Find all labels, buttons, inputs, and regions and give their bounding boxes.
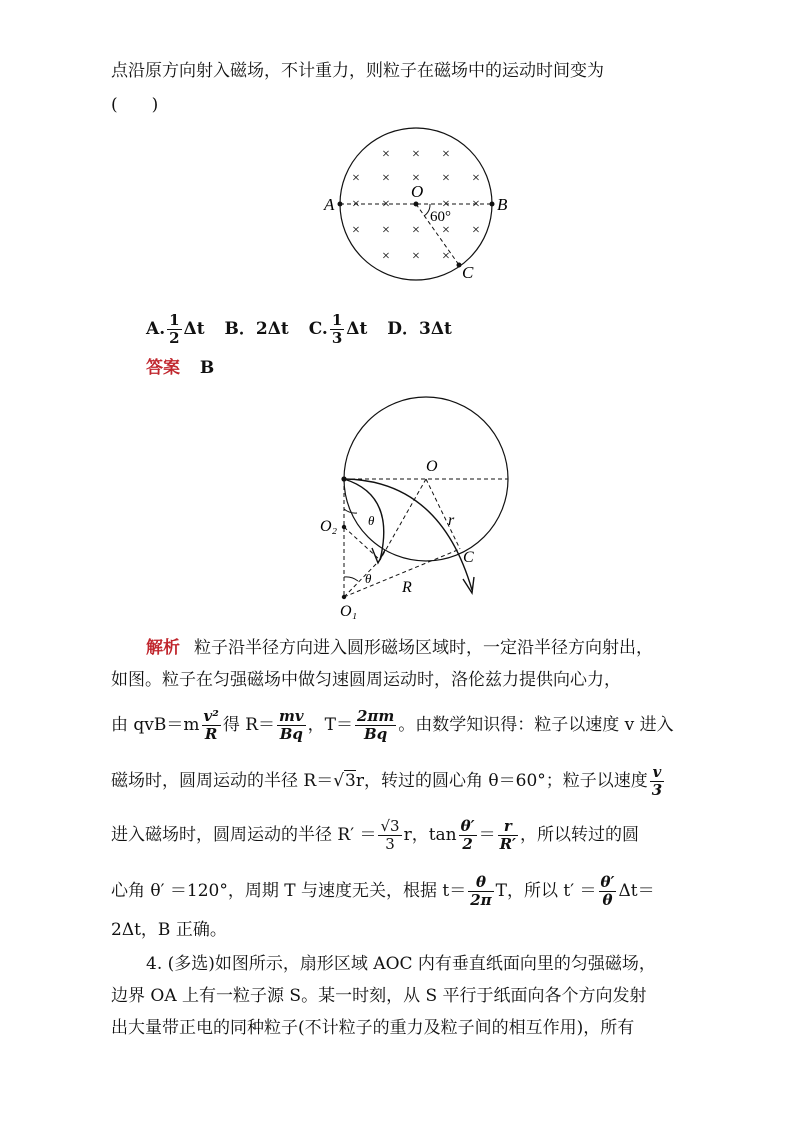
analysis-line-2: 如图。粒子在匀强磁场中做匀速圆周运动时，洛伦兹力提供向心力， — [111, 670, 621, 690]
field-cross: × — [382, 197, 390, 212]
answer-row — [146, 356, 214, 380]
field-cross: × — [442, 147, 450, 162]
label-A: A — [324, 195, 335, 214]
answer-label: 答案 — [146, 358, 180, 378]
label-O: O — [411, 182, 424, 201]
field-cross: × — [382, 249, 390, 264]
label-O: O — [426, 458, 438, 475]
label-r: r — [448, 512, 455, 529]
field-cross: × — [352, 223, 360, 238]
field-cross: × — [412, 147, 420, 162]
options-row: A. $\frac{1}{2}$ Δt B．2Δt C. $\frac{1}{3}$ Δt D．3Δt — [146, 311, 452, 347]
label-C: C — [463, 549, 474, 566]
label-O1: O₁ — [340, 603, 358, 620]
figure-magnetic-field-circle — [310, 120, 520, 290]
field-cross: × — [472, 223, 480, 238]
analysis-line-7: 2Δt，B 正确。 — [111, 920, 227, 940]
field-cross: × — [382, 171, 390, 186]
field-cross: × — [382, 223, 390, 238]
analysis-label: 解析 — [146, 638, 180, 658]
label-theta-upper: θ — [368, 513, 375, 528]
field-cross: × — [472, 197, 480, 212]
field-cross: × — [442, 223, 450, 238]
field-cross: × — [412, 223, 420, 238]
q4-line-2: 边界 OA 上有一粒子源 S。某一时刻，从 S 平行于纸面向各个方向发射 — [111, 986, 647, 1006]
analysis-line-5: 进入磁场时，圆周运动的半径 R′ ＝ $\frac{√3}{3}$ r，tan $\frac{\theta'}{2}$ ＝ $\frac{r}{R'}$ ，所以转过的圆 — [111, 817, 640, 853]
label-theta-lower: θ — [365, 571, 372, 586]
label-O2: O₂ — [320, 518, 338, 535]
field-cross: × — [442, 197, 450, 212]
field-cross: × — [442, 249, 450, 264]
q4-line-1: 4. (多选)如图所示，扇形区域 AOC 内有垂直纸面向里的匀强磁场， — [146, 954, 656, 974]
analysis-line-4: 磁场时，圆周运动的半径 R＝√3r，转过的圆心角 θ＝60°；粒子以速度 $\frac{v}{3}$ — [111, 763, 663, 799]
q4-line-3: 出大量带正电的同种粒子(不计粒子的重力及粒子间的相互作用)，所有 — [111, 1018, 635, 1038]
analysis-line-3: 由 qvB＝m $\frac{\text{v²}}{R}$ 得 R＝ $\frac{mv}{Bq}$ ，T＝ $\frac{2\pi m}{Bq}$ 。由数学知识得：粒子以速度 v 进入 — [111, 707, 674, 743]
label-R: R — [402, 579, 412, 596]
field-cross: × — [412, 249, 420, 264]
field-cross: × — [472, 171, 480, 186]
label-B: B — [497, 195, 508, 214]
label-C: C — [462, 263, 474, 282]
field-cross: × — [442, 171, 450, 186]
analysis-line-1: 解析 粒子沿半径方向进入圆形磁场区域时，一定沿半径方向射出， — [146, 638, 653, 658]
angle-label: 60° — [430, 209, 451, 225]
answer-blank: ( ) — [111, 95, 159, 115]
field-cross: × — [352, 197, 360, 212]
question-line-1: 点沿原方向射入磁场，不计重力，则粒子在磁场中的运动时间变为 — [111, 61, 604, 81]
answer-value: B — [199, 358, 215, 378]
field-cross: × — [412, 171, 420, 186]
field-cross: × — [382, 147, 390, 162]
field-cross: × — [352, 171, 360, 186]
analysis-line-6: 心角 θ′ ＝120°，周期 T 与速度无关，根据 t＝ $\frac{\theta}{2\pi}$ T，所以 t′ ＝ $\frac{\theta'}{\theta}$ Δt＝ — [111, 873, 655, 909]
figure-trajectory — [310, 385, 520, 625]
